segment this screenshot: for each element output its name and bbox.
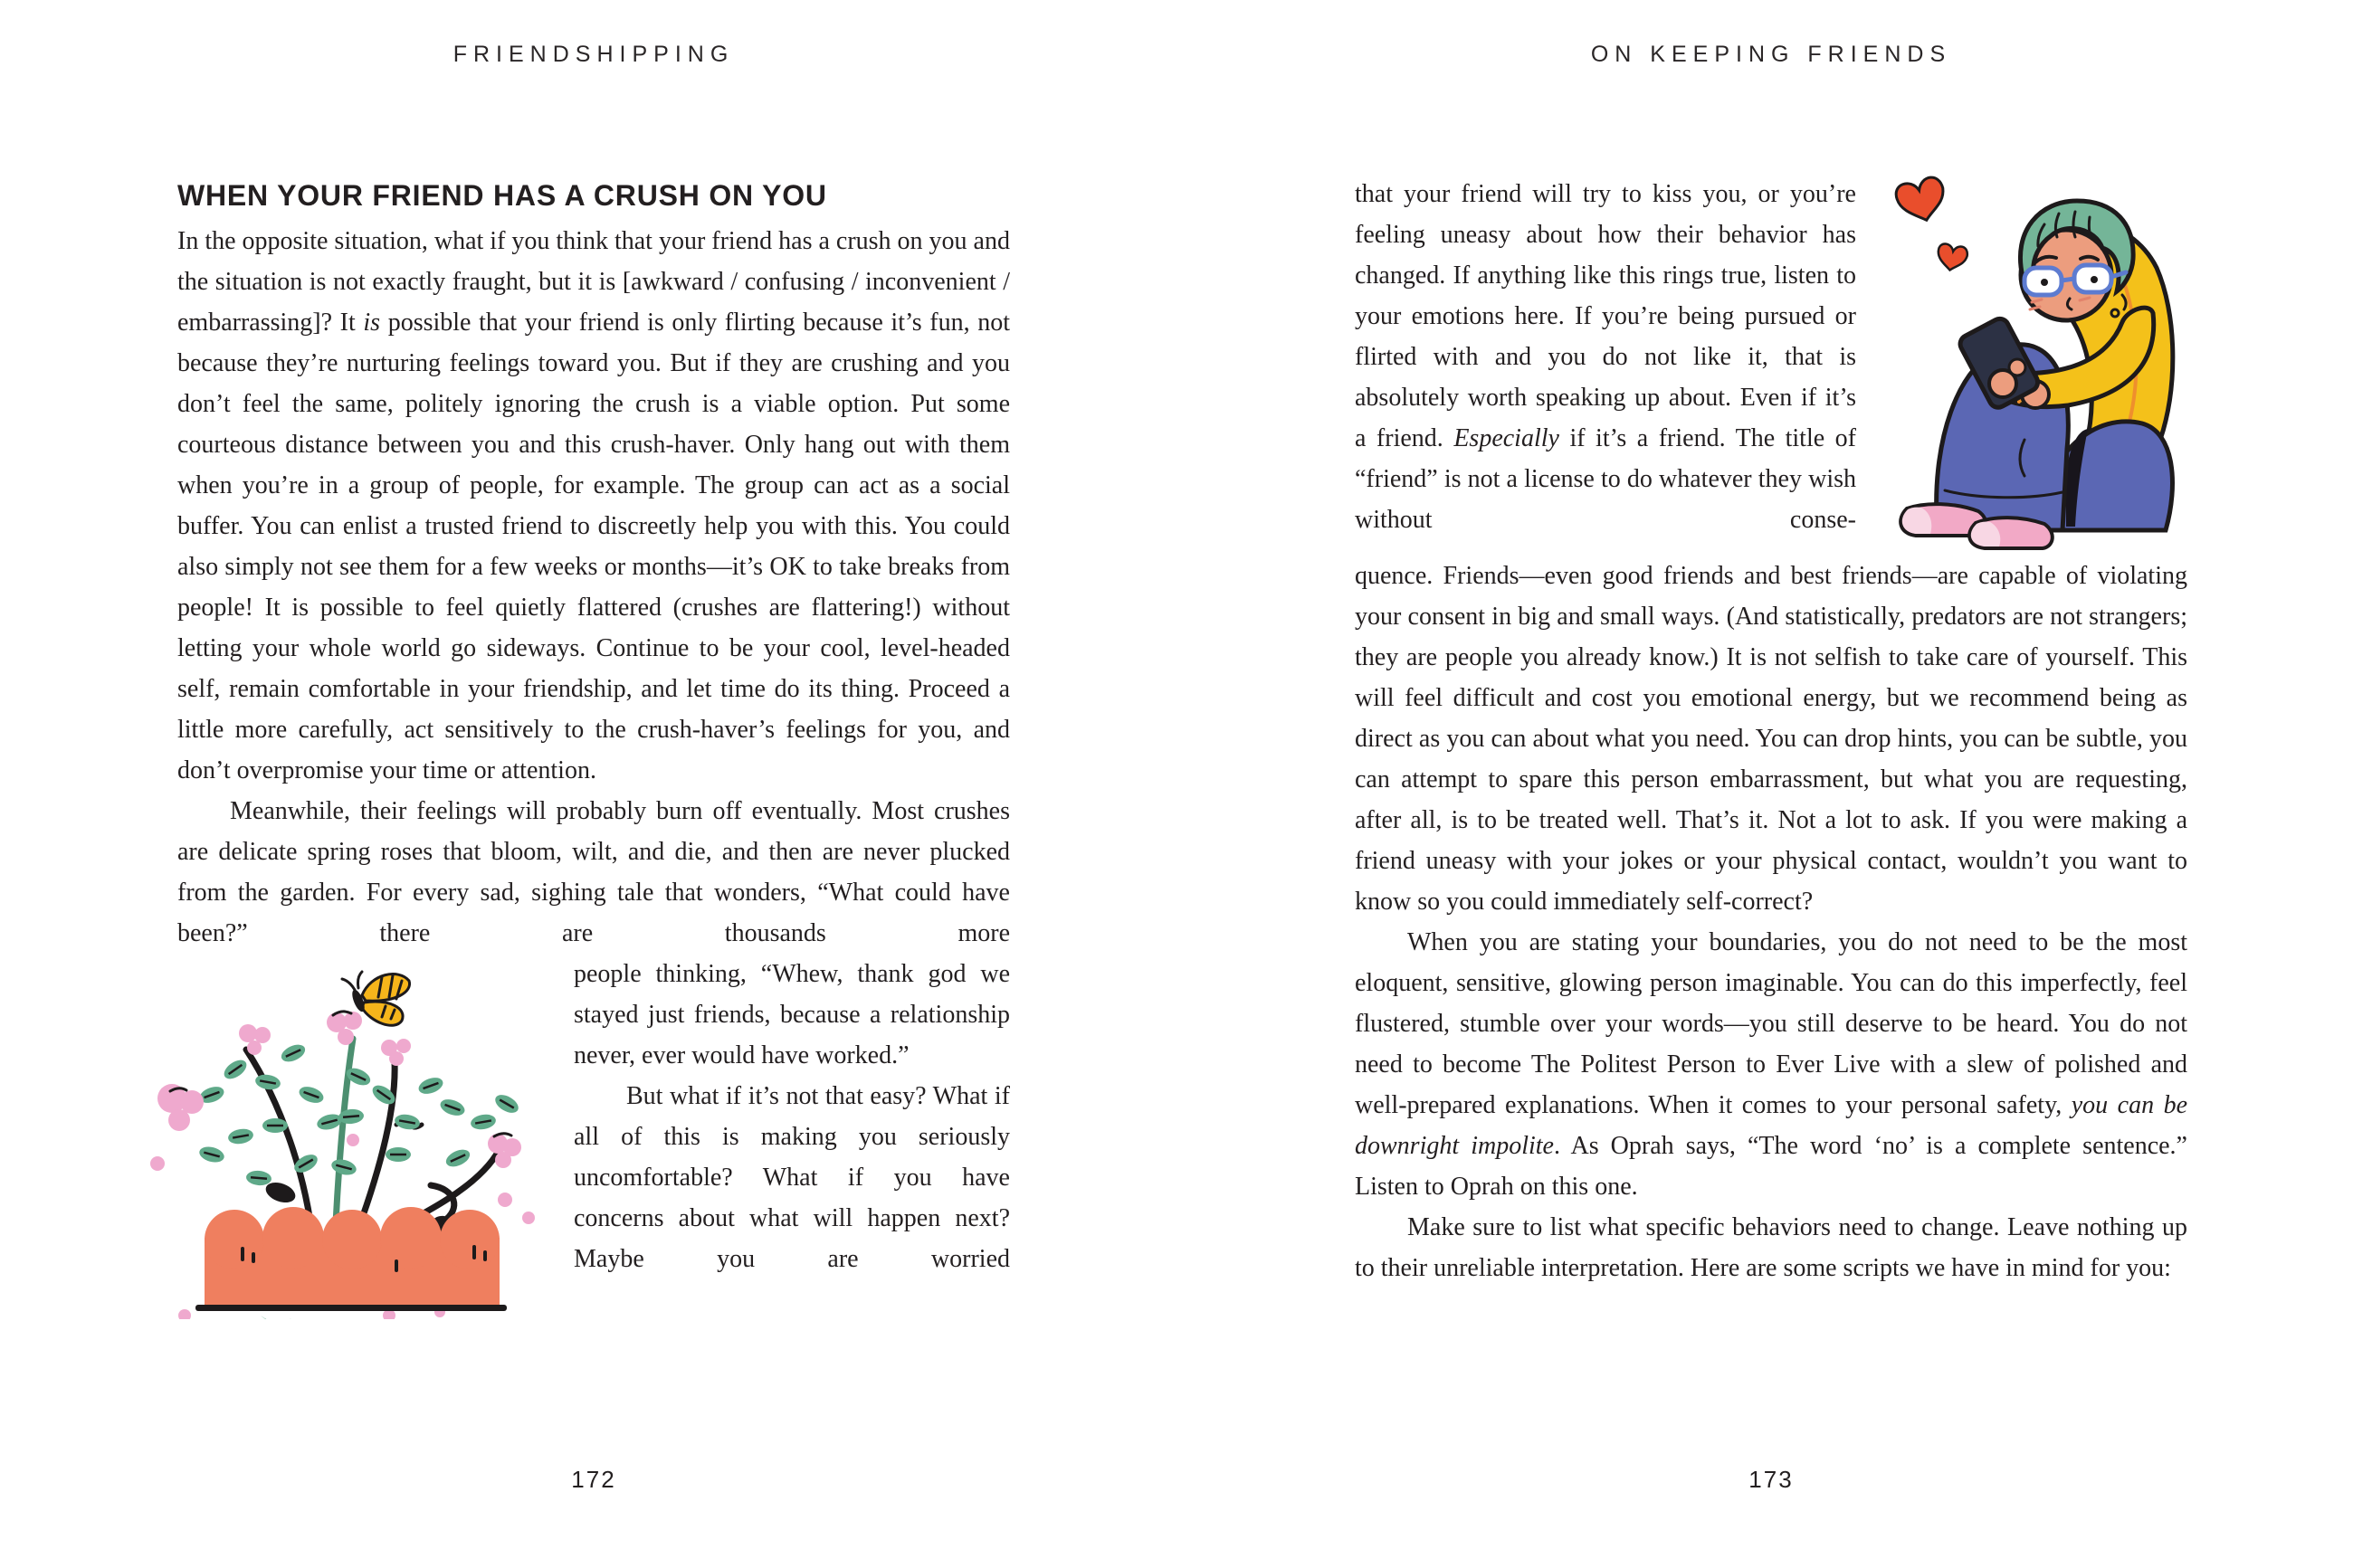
wrapped-text-column xyxy=(574,954,1010,1279)
left-page-body xyxy=(177,221,1010,1319)
right-page-body xyxy=(1355,174,2187,1288)
paragraph-consent: quence. Friends—even good friends and best friends—are capable of violating your consent in big and small ways. (And statistically, predators are not strangers; they are people you already know.) It is not selfish to take care of yourself. This will feel difficult and cost you emotional energy, but we recommend being as direct as you can about what you need. You can drop hints, you can be subtle, you can attempt to spare this person embarrassment, but what you are requesting, after all, is to be treated well. That’s it. Not a lot to ask. If you were making a friend uneasy with your jokes or your physical contact, wouldn’t you want to know so you could immediately self-correct? xyxy=(1355,562,2187,916)
paragraph-text: if it’s a friend. The title of “friend” is not a license to do whatever they wish without conse- xyxy=(1355,424,1857,534)
paragraph-boundaries xyxy=(1355,922,2187,1207)
italic-emphasis: Especially xyxy=(1453,424,1559,452)
rose-leaves xyxy=(197,1041,521,1186)
paragraph-text: In the opposite situation, what if you think that your friend has a crush on you and the situation is not exactly fraught, but it is [awkward / confusing / inconvenient / embarrassing]? It xyxy=(177,227,1010,337)
eye xyxy=(2041,279,2048,286)
eye xyxy=(2091,276,2098,283)
section-heading: WHEN YOUR FRIEND HAS A CRUSH ON YOU xyxy=(177,179,827,212)
thumb xyxy=(2009,359,2025,375)
narrow-text-column xyxy=(1355,174,1856,540)
paragraph-text: that your friend will try to kiss you, or you’re feeling uneasy about how their behavior has changed. If anything like this rings true, listen to your emotions here. If you’re being pursued or flirted with and you do not like it, that is absolutely worth speaking up about. Even if it’s a friend. xyxy=(1355,180,1856,452)
paragraph-whew: people thinking, “Whew, thank god we stayed just friends, because a relationship never, ever would have worked.” xyxy=(574,960,1010,1069)
text-wrap-row-left xyxy=(177,954,1010,1319)
person-texting-illustration xyxy=(1889,166,2187,556)
heart-icon xyxy=(1894,175,1969,272)
running-head-right: ON KEEPING FRIENDS xyxy=(1590,42,1952,67)
paragraph-crush-intro xyxy=(177,221,1010,791)
paragraph-text: When you are stating your boundaries, you do not need to be the most eloquent, sensitive, glowing person imaginable. You can do this imperfectly, feel flustered, stumble over your words—you still deserve to be heard. You do not need to become The Politest Person to Ever Live with a slew of polished and well-prepared explanations. When it comes to your personal safety, xyxy=(1355,928,2187,1119)
rose-bush-illustration xyxy=(125,966,550,1319)
italic-emphasis: is xyxy=(363,309,381,337)
paragraph-text: possible that your friend is only flirting because it’s fun, not because they’re nurturing feelings toward you. But if they are crushing and you don’t feel the same, politely ignoring the crush is a viable option. Put some courteous distance between you and this crush-haver. Only hang out with them when you’re in a group of people, for example. The group can act as a social buffer. You can enlist a trusted friend to discreetly help you with this. You could also simply not see them for a few weeks or months—it’s OK to take breaks from people! It is possible to feel quietly flattered (crushes are flattering!) without letting your whole world go sideways. Continue to be your cool, level-headed self, remain comfortable in your friendship, and let time do its thing. Proceed a little more carefully, act sensitively to the crush-haver’s feelings for you, and don’t overpromise your time or attention. xyxy=(177,309,1010,784)
page-number-right: 173 xyxy=(1748,1466,1794,1493)
page-number-left: 172 xyxy=(571,1466,616,1493)
fallen-leaf xyxy=(261,1316,291,1319)
paragraph-meanwhile: Meanwhile, their feelings will probably burn off eventually. Most crushes are delicate spring roses that bloom, wilt, and die, and then are never plucked from the garden. For every sad, sighing tale that wonders, “What could have been?” there are thousands more xyxy=(177,797,1010,947)
paragraph-scripts: Make sure to list what specific behaviors need to change. Leave nothing up to their unreliable interpretation. Here are some scripts we have in mind for you: xyxy=(1355,1213,2187,1282)
paragraph-but-what-if: But what if it’s not that easy? What if all of this is making you seriously uncomfortable? What if you have concerns about what will happen next? Maybe you are worried xyxy=(574,1082,1010,1273)
paragraph-text: . As Oprah says, “The word ‘no’ is a complete sentence.” Listen to Oprah on this one. xyxy=(1355,1132,2187,1201)
planter xyxy=(195,1207,507,1311)
paragraph-kiss-worry xyxy=(1355,174,1856,540)
italic-emphasis: you can be downright impolite xyxy=(1355,1091,2187,1160)
running-head-left: FRIENDSHIPPING xyxy=(452,42,735,67)
text-wrap-row-right xyxy=(1355,174,2187,556)
